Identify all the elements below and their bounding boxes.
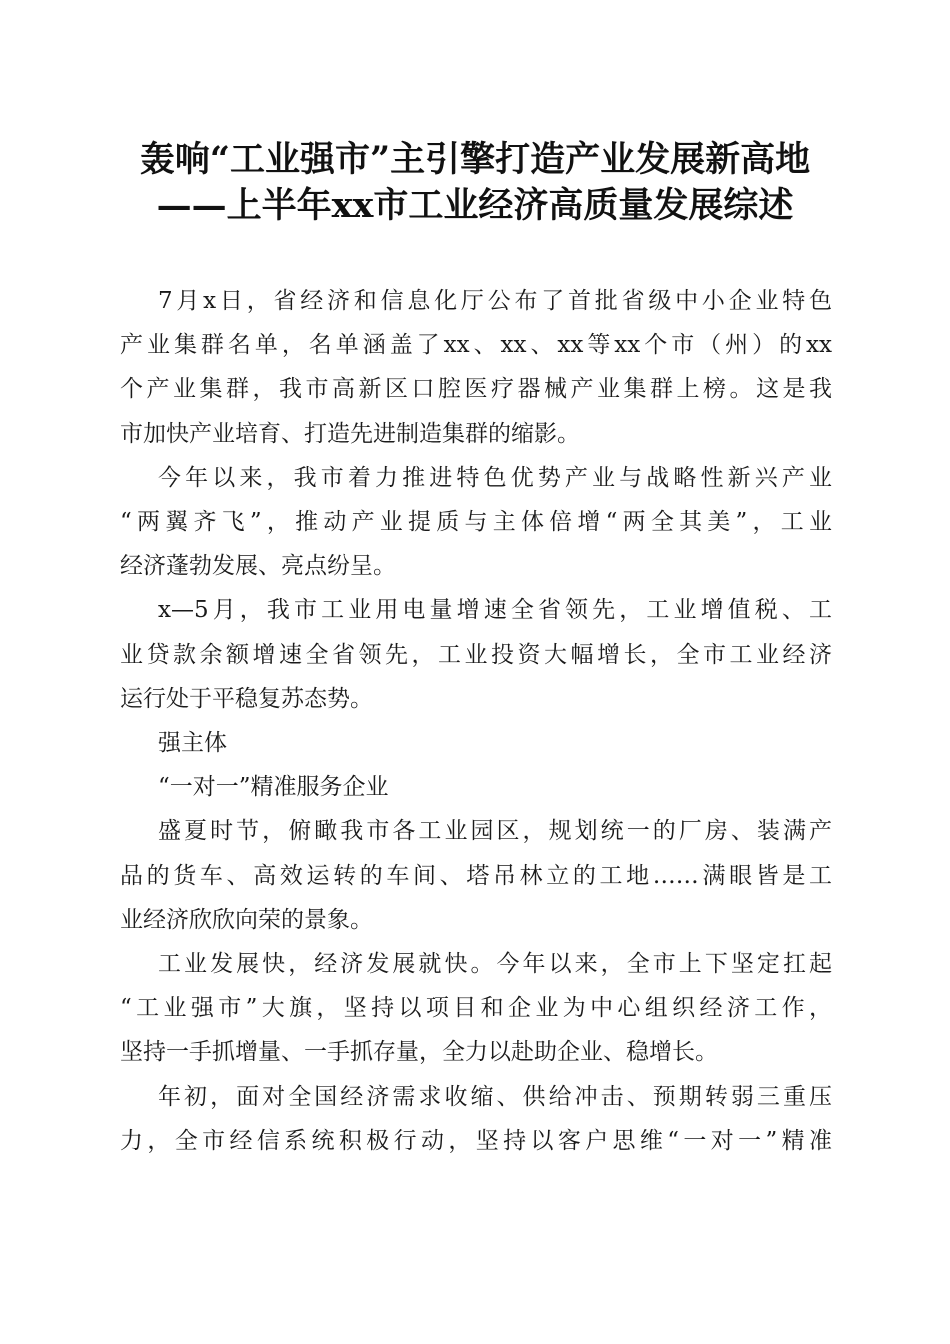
paragraph-line: 年初，面对全国经济需求收缩、供给冲击、预期转弱三重压 [158,1083,832,1110]
document-body [120,279,832,1163]
section-subheading-one-to-one [120,765,832,809]
paragraph-line: 品的货车、高效运转的车间、塔吊林立的工地……满眼皆是工 [120,862,832,889]
paragraph-line: 今年以来，我市着力推进特色优势产业与战略性新兴产业 [158,464,832,491]
paragraph-line: 7月x日，省经济和信息化厅公布了首批省级中小企业特色 [158,288,832,314]
paragraph-1 [120,279,832,456]
paragraph-2 [120,456,832,589]
section-heading: 强主体 [158,730,227,757]
paragraph-line: 市加快产业培育、打造先进制造集群的缩影。 [120,420,580,447]
document-subtitle-line-2: ——上半年xx市工业经济高质量发展综述 [156,185,794,226]
paragraph-line: “两翼齐飞”，推动产业提质与主体倍增“两全其美”，工业 [120,509,832,536]
paragraph-line: 经济蓬勃发展、亮点纷呈。 [120,553,396,580]
paragraph-line: 力，全市经信系统积极行动，坚持以客户思维“一对一”精准 [120,1127,832,1154]
paragraph-line: 坚持一手抓增量、一手抓存量，全力以赴助企业、稳增长。 [120,1039,718,1066]
paragraph-4 [120,809,832,942]
paragraph-line: 工业发展快，经济发展就快。今年以来，全市上下坚定扛起 [158,951,832,978]
paragraph-line: 业经济欣欣向荣的景象。 [120,906,373,933]
paragraph-line: x—5月，我市工业用电量增速全省领先，工业增值税、工 [158,597,832,624]
paragraph-line: 产业集群名单，名单涵盖了xx、xx、xx等xx个市（州）的xx [120,332,832,359]
document-title-line-1: 轰响“工业强市”主引擎打造产业发展新高地 [139,139,811,180]
paragraph-6 [120,1075,832,1163]
paragraph-line: 盛夏时节，俯瞰我市各工业园区，规划统一的厂房、装满产 [158,818,832,845]
section-heading-strengthen-entities [120,721,832,765]
paragraph-5 [120,942,832,1075]
paragraph-line: 运行处于平稳复苏态势。 [120,685,373,712]
section-subheading: “一对一”精准服务企业 [158,774,389,801]
paragraph-3 [120,588,832,721]
paragraph-line: “工业强市”大旗，坚持以项目和企业为中心组织经济工作， [120,995,832,1022]
paragraph-line: 业贷款余额增速全省领先，工业投资大幅增长，全市工业经济 [120,641,832,668]
paragraph-line: 个产业集群，我市高新区口腔医疗器械产业集群上榜。这是我 [120,376,832,403]
